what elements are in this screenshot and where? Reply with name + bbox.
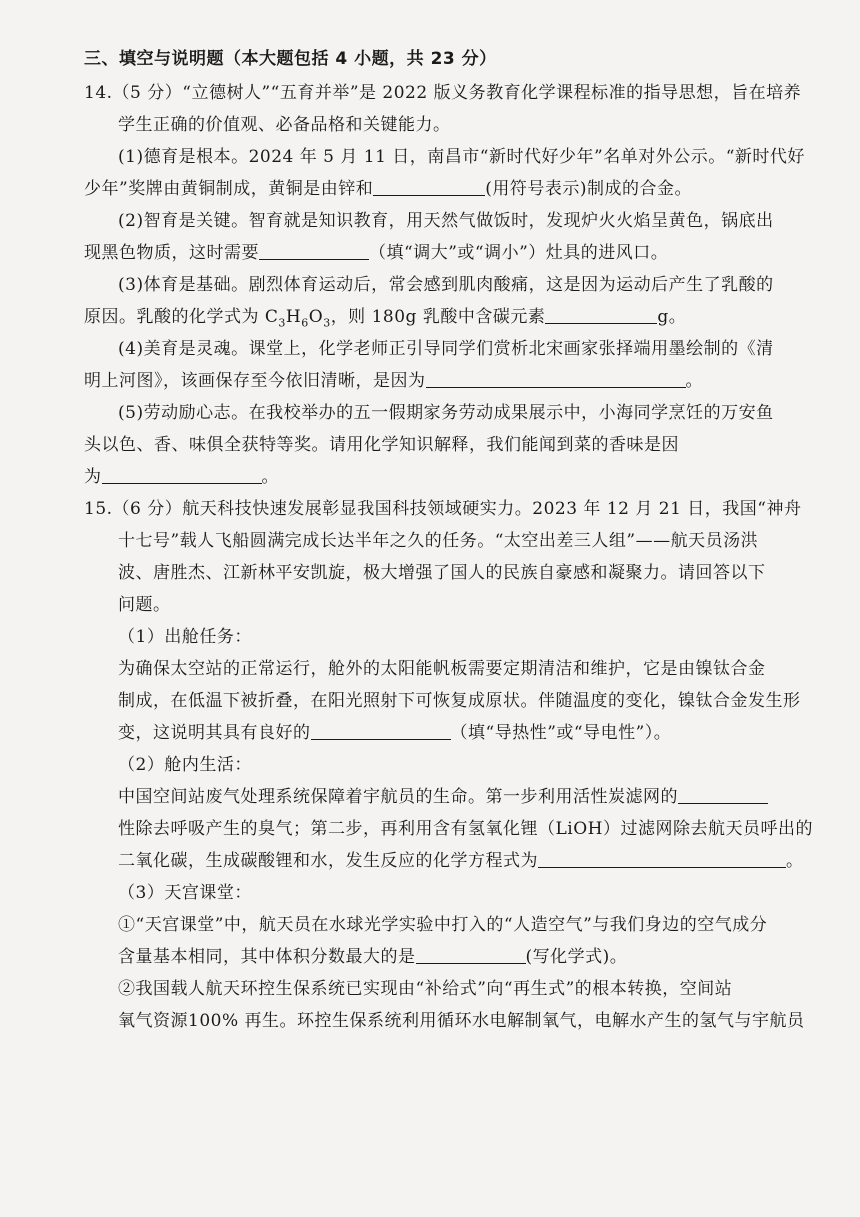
q14-p5-line-1: (5)劳动励心志。在我校举办的五一假期家务劳动成果展示中，小海同学烹饪的万安鱼 [118,403,774,423]
q15-sub1-text: 变，这说明其具有良好的 [118,723,311,743]
q15-sub3-line-4: 氧气资源100% 再生。环控生保系统利用循环水电解制氧气，电解水产生的氢气与宇航员 [118,1011,805,1031]
formula-sub: 6 [301,316,309,330]
q15-sub2-text-2: 二氧化碳，生成碳酸锂和水，发生反应的化学方程式为 [118,851,538,871]
q14-p2-line-1: (2)智育是关键。智育就是知识教育，用天然气做饭时，发现炉火火焰呈黄色，锅底出 [118,211,774,231]
formula-sub: 3 [278,316,286,330]
q15-sub1-text-end: （填“导热性”或“导电性”）。 [450,723,672,743]
q14-line-2: 学生正确的价值观、必备品格和关键能力。 [118,115,451,135]
q15-line-2: 十七号”载人飞船圆满完成长达半年之久的任务。“太空出差三人组”——航天员汤洪 [118,531,759,551]
q14-p1-line-1: (1)德育是根本。2024 年 5 月 11 日，南昌市“新时代好少年”名单对外公示。“新时代好 [118,147,805,167]
q15-sub2-line-2: 性除去呼吸产生的臭气；第二步，再利用含有氢氧化锂（LiOH）过滤网除去航天员呼出的 [118,819,813,839]
formula-part: H [285,307,302,327]
q15-line-1: 15.（6 分）航天科技快速发展彰显我国科技领域硬实力。2023 年 12 月 21 日，我国“神舟 [84,499,802,519]
q14-p3-text-mid: ，则 180g 乳酸中含碳元素 [330,307,546,327]
q15-sub1-title: （1）出舱任务： [118,627,252,647]
q15-sub1-line-2: 制成，在低温下被折叠，在阳光照射下可恢复成原状。伴随温度的变化，镍钛合金发生形 [118,691,801,711]
formula-sub: 3 [323,316,331,330]
q14-p2-text-end: （填“调大”或“调小”）灶具的进风口。 [369,243,669,263]
q15-sub3-title: （3）天宫课堂： [118,883,252,903]
q15-sub2-title: （2）舱内生活： [118,755,252,775]
q15-sub3-text-end: (写化学式)。 [525,947,628,967]
q14-p5-line-2: 头以色、香、味俱全获特等奖。请用化学知识解释，我们能闻到菜的香味是因 [84,435,679,455]
q14-p2-text: 现黑色物质，这时需要 [84,243,259,263]
q15-sub2-text: 中国空间站废气处理系统保障着宇航员的生命。第一步利用活性炭滤网的 [118,787,678,807]
q14-p1-text: 少年”奖牌由黄铜制成，黄铜是由锌和 [84,179,374,199]
q15-sub3-line-1: ①“天宫课堂”中，航天员在水球光学实验中打入的“人造空气”与我们身边的空气成分 [118,915,768,935]
q15-sub3-text: 含量基本相同，其中体积分数最大的是 [118,947,416,967]
q14-p1-text-end: (用符号表示)制成的合金。 [485,179,692,199]
q14-p3-unit: g。 [657,307,687,327]
q15-line-4: 问题。 [118,595,171,615]
q15-sub1-line-1: 为确保太空站的正常运行，舱外的太阳能帆板需要定期清洁和维护，它是由镍钛合金 [118,659,766,679]
q15-sub2-text-end: 。 [786,851,804,871]
q15-sub3-line-3: ②我国载人航天环控生保系统已实现由“补给式”向“再生式”的根本转换，空间站 [118,979,733,999]
q14-p4-text-end: 。 [685,371,703,391]
q14-p4-text: 明上河图》，该画保存至今依旧清晰，是因为 [84,371,426,391]
q14-p4-line-1: (4)美育是灵魂。课堂上，化学老师正引导同学们赏析北宋画家张择端用墨绘制的《清 [118,339,774,359]
q14-p5-text-end: 。 [261,467,279,487]
q15-line-3: 波、唐胜杰、江新林平安凯旋，极大增强了国人的民族自豪感和凝聚力。请回答以下 [118,563,766,583]
q14-p5-text: 为 [84,467,102,487]
q14-p3-line-1: (3)体育是基础。剧烈体育运动后，常会感到肌肉酸痛，这是因为运动后产生了乳酸的 [118,275,774,295]
formula-part: O [308,307,324,327]
q14-line-1: 14.（5 分）“立德树人”“五育并举”是 2022 版义务教育化学课程标准的指导思想，旨在培养 [84,83,802,103]
section-title: 三、填空与说明题（本大题包括 4 小题，共 23 分） [84,49,497,69]
q14-p3-text: 原因。乳酸的化学式为 C [84,307,279,327]
